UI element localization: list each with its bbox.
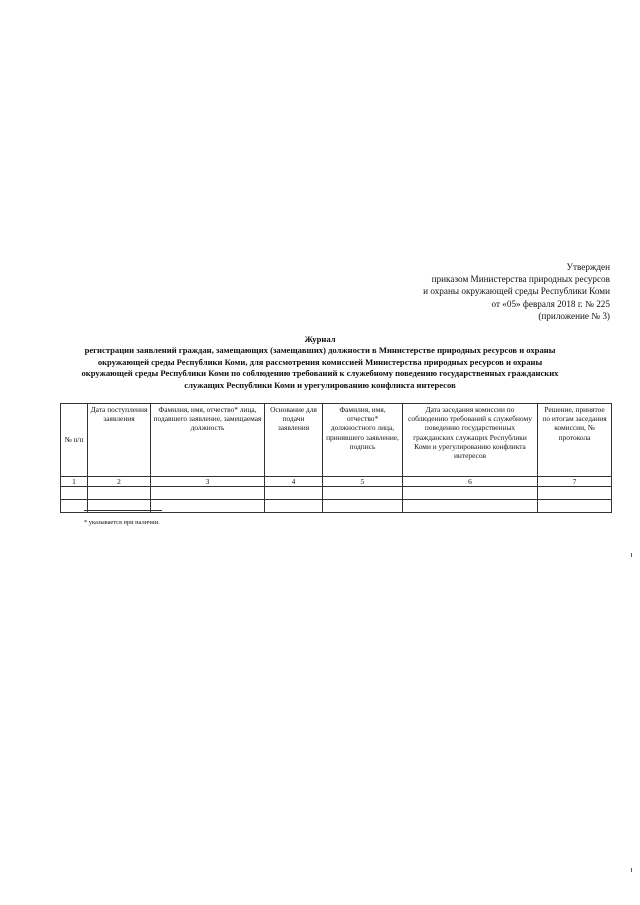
header-cell-meeting-date: Дата заседания комиссии по соблюдению требований к служебному поведению государственных гражданских служащих Республики Коми и урегулированию конфликта интересов <box>403 404 538 477</box>
column-number: 1 <box>61 477 88 487</box>
table-cell <box>323 500 403 513</box>
header-cell-official: Фамилия, имя, отчество* должностного лица, принявшего заявление, подпись <box>323 404 403 477</box>
approval-line: (приложение № 3) <box>538 310 610 321</box>
column-number: 6 <box>403 477 538 487</box>
title-heading: Журнал <box>304 334 336 344</box>
column-number: 7 <box>538 477 612 487</box>
scan-mark <box>631 868 632 872</box>
header-cell-date-received: Дата поступления заявления <box>88 404 151 477</box>
footnote: * указывается при наличии. <box>84 519 160 526</box>
title-line: служащих Республики Коми и урегулированию конфликта интересов <box>184 379 456 390</box>
table-row <box>61 487 612 500</box>
title-line: регистрации заявлений граждан, замещающих (замещавших) должности в Министерстве природных ресурсов и охраны <box>84 345 556 356</box>
table-number-row <box>61 477 612 487</box>
table-cell <box>88 487 151 500</box>
column-number: 4 <box>265 477 323 487</box>
table-cell <box>538 487 612 500</box>
approval-line: от «05» февраля 2018 г. № 225 <box>491 298 610 309</box>
approval-line: приказом Министерства природных ресурсов <box>431 274 610 285</box>
title-line: окружающей среды Республики Коми, для рассмотрения комиссией Министерства природных ресурсов и охраны <box>97 356 543 367</box>
journal-title <box>50 334 590 391</box>
table-cell <box>265 500 323 513</box>
table-cell <box>61 487 88 500</box>
table-cell <box>538 500 612 513</box>
table-header-row <box>61 404 612 477</box>
header-cell-number: № п/п <box>61 404 88 477</box>
column-number: 5 <box>323 477 403 487</box>
column-number: 2 <box>88 477 151 487</box>
scan-mark <box>631 553 632 557</box>
approval-line: Утвержден <box>566 262 610 272</box>
table-cell <box>151 500 265 513</box>
table-cell <box>403 487 538 500</box>
journal-table <box>60 403 612 513</box>
column-number: 3 <box>151 477 265 487</box>
table-cell <box>323 487 403 500</box>
header-cell-basis: Основание для подачи заявления <box>265 404 323 477</box>
table-cell <box>403 500 538 513</box>
approval-line: и охраны окружающей среды Республики Коми <box>423 286 610 297</box>
footnote-divider <box>84 510 162 511</box>
header-cell-applicant: Фамилия, имя, отчество* лица, подавшего заявление, замещаемая должность <box>151 404 265 477</box>
header-cell-decision: Решение, принятое по итогам заседания комиссии, № протокола <box>538 404 612 477</box>
table-cell <box>265 487 323 500</box>
approval-block <box>310 261 610 322</box>
title-line: окружающей среды Республики Коми по соблюдению требований к служебному поведению государственных гражданских <box>81 368 559 379</box>
table-cell <box>151 487 265 500</box>
